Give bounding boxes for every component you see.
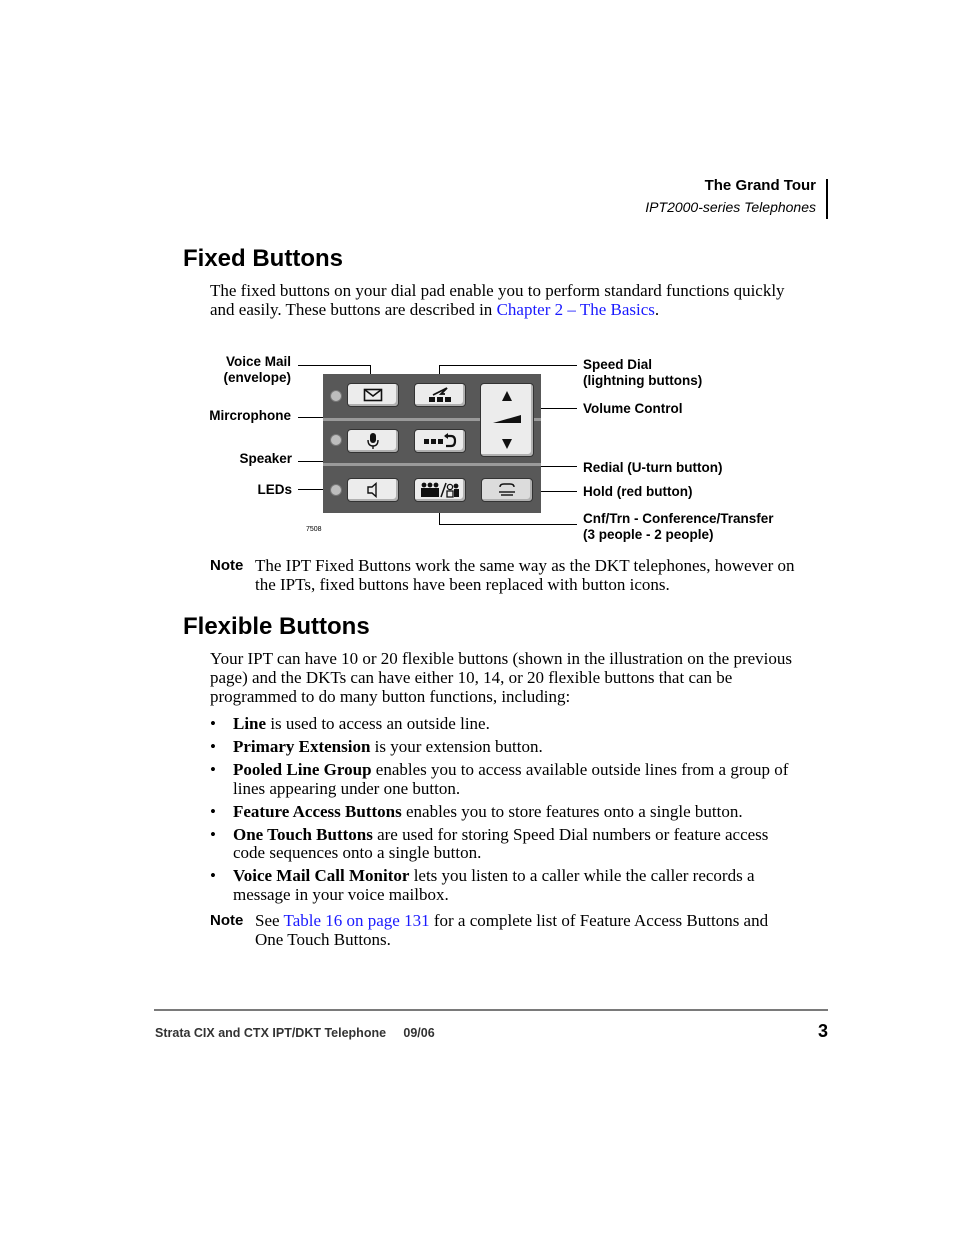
hold-button[interactable] xyxy=(481,478,533,502)
label-speed-dial-line2: (lightning buttons) xyxy=(583,373,703,388)
volume-control-button[interactable] xyxy=(480,383,534,457)
microphone-icon xyxy=(366,432,380,450)
list-item-text: enables you to store features onto a single button. xyxy=(401,801,743,821)
label-hold: Hold (red button) xyxy=(583,484,693,499)
list-item xyxy=(210,761,802,798)
fixed-buttons-heading: Fixed Buttons xyxy=(183,245,343,272)
page-number: 3 xyxy=(817,1021,828,1041)
paragraph-end: . xyxy=(654,300,660,319)
note-label: Note xyxy=(210,557,244,574)
bullet: • xyxy=(210,866,216,885)
label-redial: Redial (U-turn button) xyxy=(583,460,723,475)
note-text: The IPT Fixed Buttons work the same way as the DKT telephones, however on the IPTs, fixed buttons have been replaced with button icons. xyxy=(255,556,795,594)
speaker-button[interactable] xyxy=(347,478,399,502)
list-item xyxy=(210,826,802,863)
bullet: • xyxy=(210,737,216,756)
lightning-dots-icon xyxy=(427,386,453,404)
label-voice-mail xyxy=(223,354,291,386)
label-volume-control: Volume Control xyxy=(583,401,683,416)
list-item xyxy=(210,715,802,734)
flexible-button-types-list xyxy=(210,715,802,909)
label-voice-mail-line1: Voice Mail xyxy=(225,354,291,369)
led-indicator xyxy=(330,484,342,496)
label-speaker: Speaker xyxy=(239,451,292,466)
hold-icon xyxy=(496,483,518,497)
figure-id: 7508 xyxy=(306,526,322,533)
label-cnf-line2: (3 people - 2 people) xyxy=(583,527,714,542)
microphone-button[interactable] xyxy=(347,429,399,453)
note-text-pre: See xyxy=(255,911,284,930)
list-item-term: Feature Access Buttons xyxy=(233,801,402,821)
list-item xyxy=(210,738,802,757)
leader-conference-h xyxy=(439,524,577,525)
list-item-text: are used for storing Speed Dial numbers or feature access code sequences onto a single button. xyxy=(233,824,769,862)
list-item-text: is your extension button. xyxy=(370,737,543,756)
running-header-title: The Grand Tour xyxy=(704,177,816,194)
list-item-term: One Touch Buttons xyxy=(233,824,373,844)
label-leds: LEDs xyxy=(257,482,292,497)
label-conference-transfer xyxy=(583,511,774,543)
volume-down-icon xyxy=(501,438,513,450)
list-item-text: lets you listen to a caller while the caller records a message in your voice mailbox. xyxy=(233,866,755,904)
footer-rule xyxy=(154,1009,828,1011)
list-item-term: Primary Extension xyxy=(233,737,371,756)
list-item-text: enables you to access available outside lines from a group of lines appearing under one button. xyxy=(233,760,789,798)
fixed-buttons-paragraph xyxy=(210,281,800,319)
flexible-buttons-heading: Flexible Buttons xyxy=(183,613,370,640)
list-item-term: Pooled Line Group xyxy=(233,760,372,779)
list-item-term: Voice Mail Call Monitor xyxy=(233,866,410,885)
voice-mail-button[interactable] xyxy=(347,383,399,407)
bullet: • xyxy=(210,760,216,779)
leader-speed-dial-h xyxy=(439,365,577,366)
leader-voice-mail-h xyxy=(298,365,371,366)
chapter-2-link[interactable]: Chapter 2 – The Basics xyxy=(496,300,655,319)
label-voice-mail-line2: (envelope) xyxy=(223,370,291,385)
bullet: • xyxy=(210,714,216,733)
paragraph-text: The fixed buttons on your dial pad enable you to perform standard functions quickly and easily. These buttons are described in xyxy=(210,281,785,319)
volume-up-icon xyxy=(501,390,513,402)
label-cnf-line1: Cnf/Trn - Conference/Transfer xyxy=(583,511,774,526)
speed-dial-button[interactable] xyxy=(414,383,466,407)
redial-button[interactable] xyxy=(414,429,466,453)
redial-u-turn-icon xyxy=(423,433,457,449)
note-text-post: for a complete list of Feature Access Buttons and One Touch Buttons. xyxy=(255,911,769,949)
header-vertical-rule xyxy=(826,179,828,219)
led-indicator xyxy=(330,434,342,446)
list-item-term: Line xyxy=(233,714,267,733)
speaker-icon xyxy=(365,482,381,498)
list-item xyxy=(210,867,802,904)
fixed-buttons-panel xyxy=(323,374,541,513)
label-speed-dial-line1: Speed Dial xyxy=(583,357,653,372)
label-speed-dial xyxy=(583,357,702,389)
conference-transfer-icon xyxy=(419,481,461,499)
footer-text: Strata CIX and CTX IPT/DKT Telephone 09/06 xyxy=(155,1026,435,1040)
running-header-subtitle: IPT2000-series Telephones xyxy=(645,199,816,215)
note-text xyxy=(255,911,800,949)
conference-transfer-button[interactable] xyxy=(414,478,466,502)
list-item-text: is used to access an outside line. xyxy=(266,714,490,733)
volume-slope-icon xyxy=(492,413,522,425)
label-microphone: Mircrophone xyxy=(209,408,291,423)
bullet: • xyxy=(210,824,216,844)
list-item xyxy=(210,803,802,822)
envelope-icon xyxy=(363,388,383,402)
flexible-buttons-paragraph: Your IPT can have 10 or 20 flexible buttons (shown in the illustration on the previous page) and the DKTs can have either 10, 14, or 20 flexible buttons that can be programmed to do many button functions, including: xyxy=(210,649,793,706)
panel-divider xyxy=(323,463,541,466)
note-label: Note xyxy=(210,912,244,929)
led-indicator xyxy=(330,390,342,402)
table-16-link[interactable]: Table 16 on page 131 xyxy=(283,911,430,930)
bullet: • xyxy=(210,801,216,821)
